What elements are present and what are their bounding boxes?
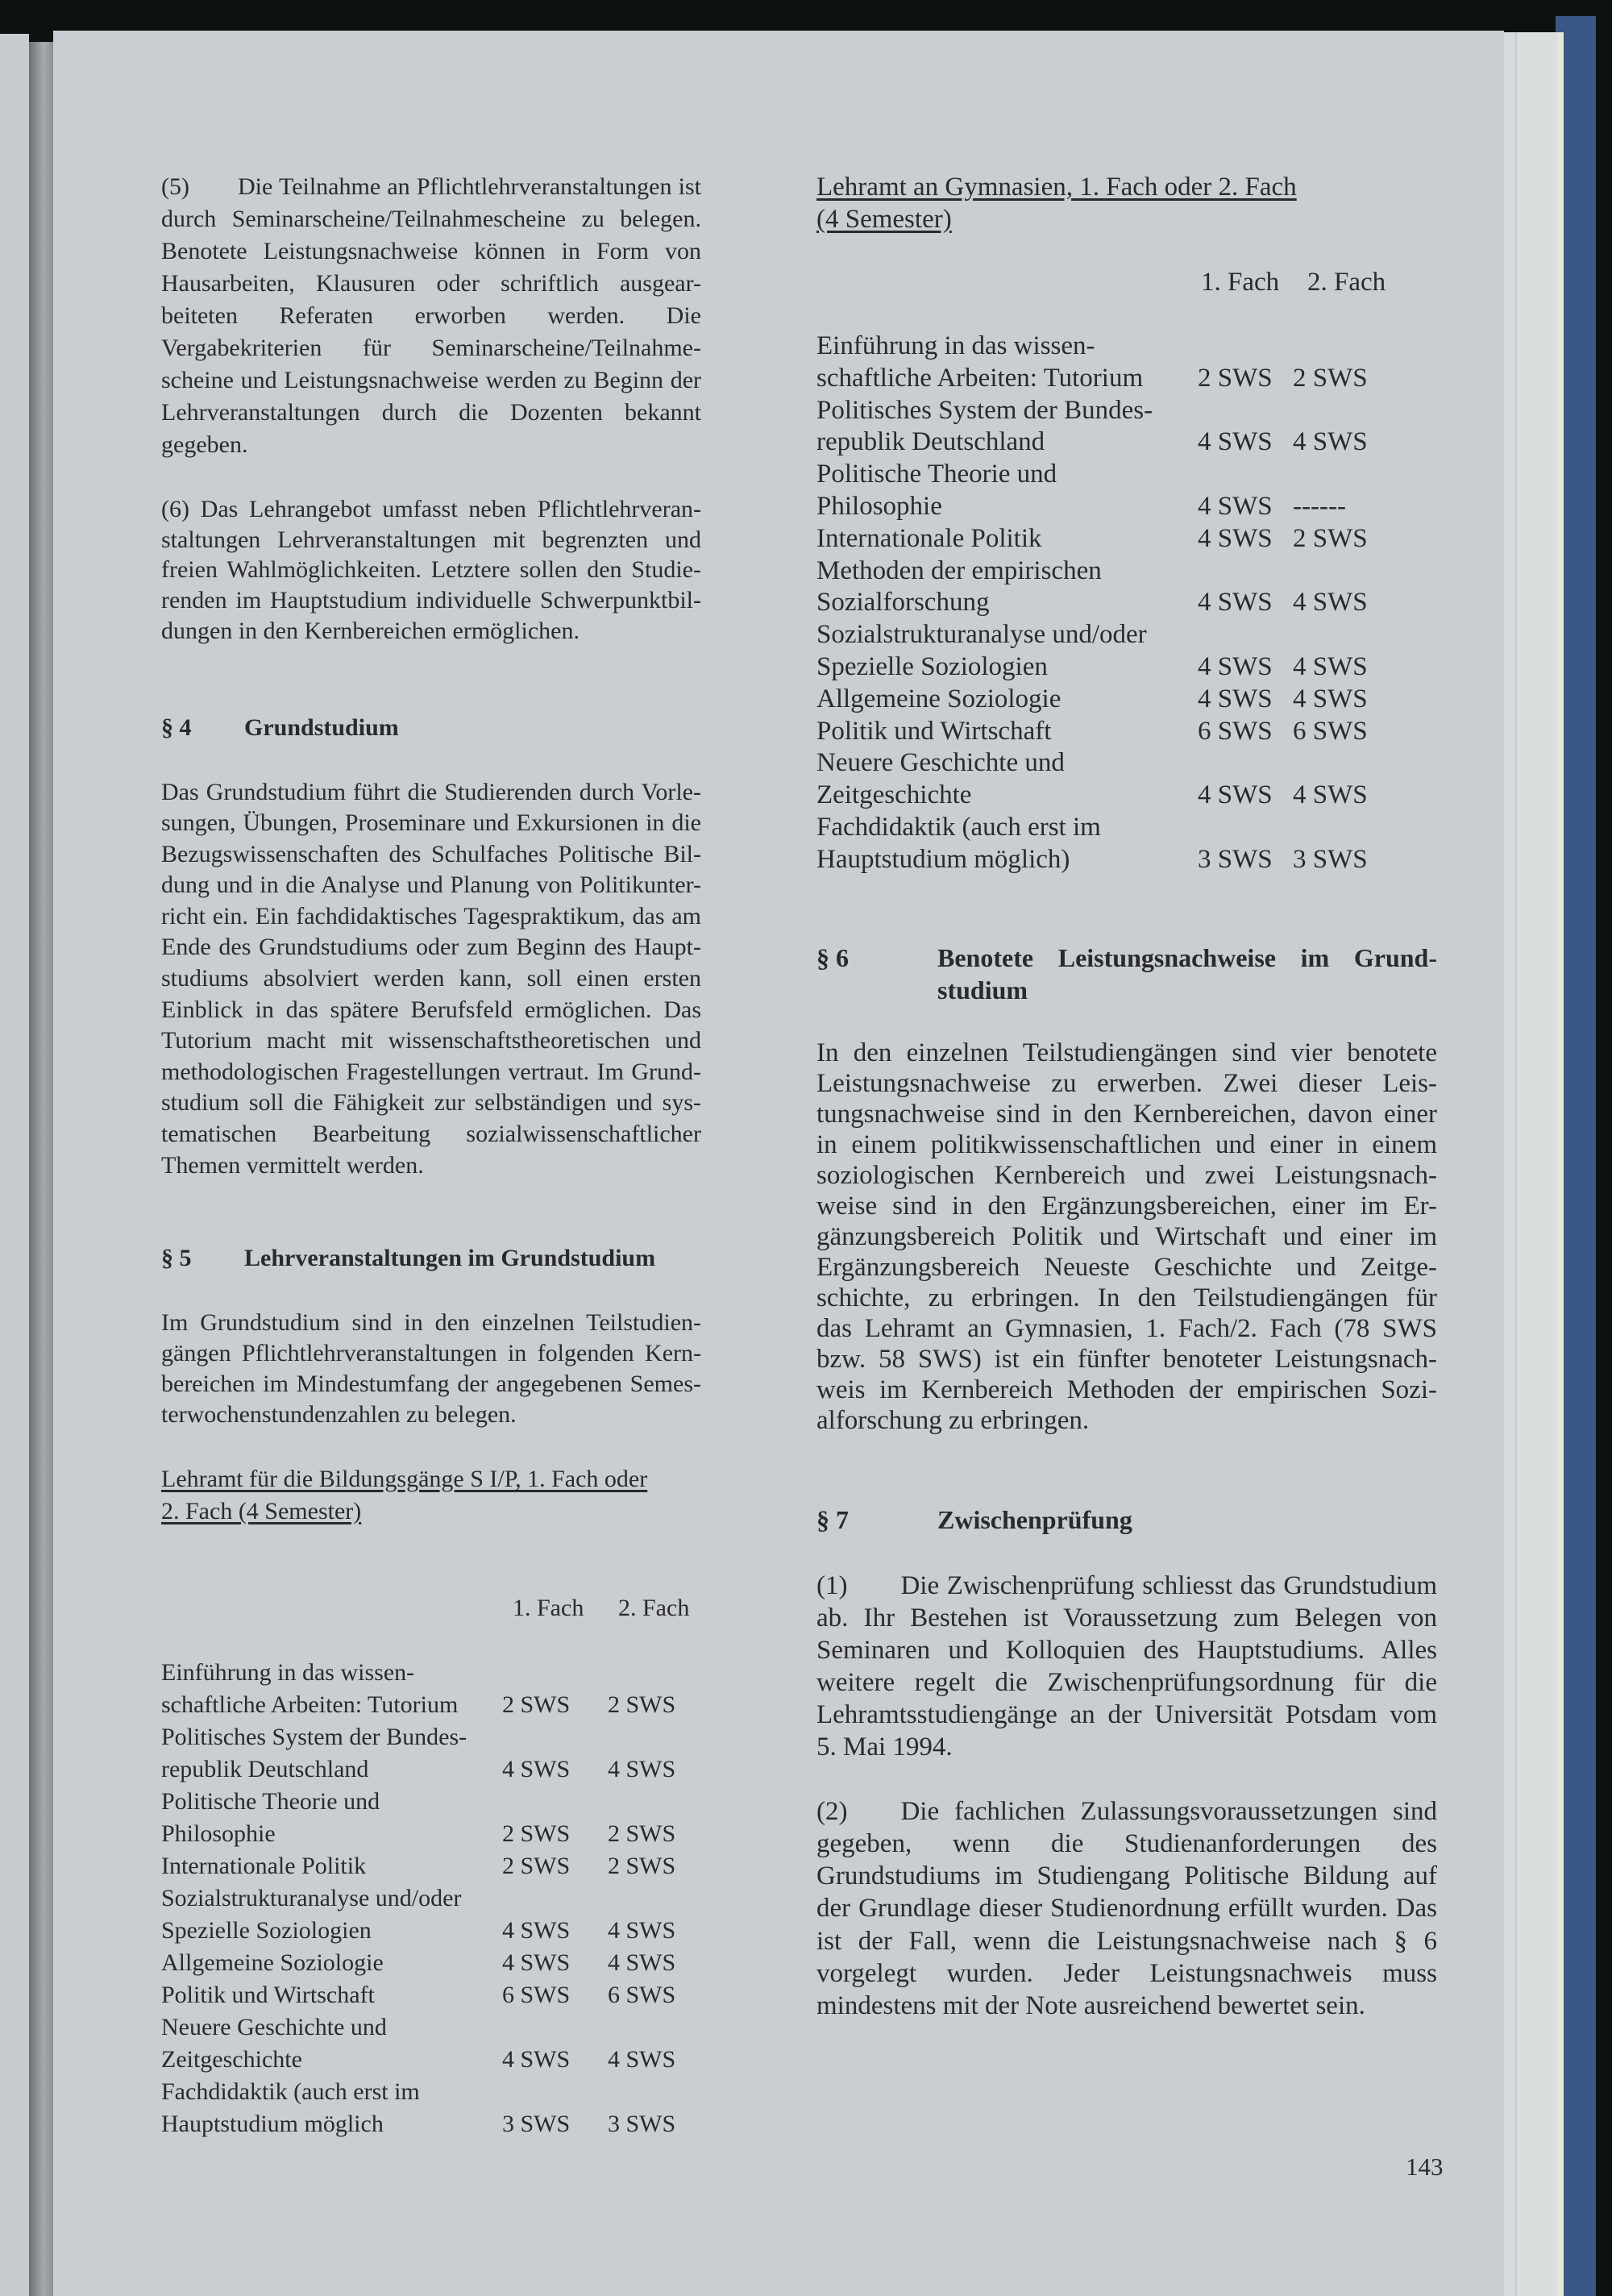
value-2-fach: 4 SWS xyxy=(608,1917,676,1945)
value-1-fach: 3 SWS xyxy=(1198,844,1273,874)
section-5-title: Lehrveranstaltungen im Grundstudium xyxy=(244,1245,656,1272)
text-line: Themen vermittelt werden. xyxy=(161,1151,424,1179)
table-row xyxy=(816,459,1437,523)
sws-table-sip xyxy=(161,1657,701,2140)
table-row xyxy=(161,2076,701,2140)
row-label-line: Hauptstudium möglich xyxy=(161,2111,384,2138)
section-6-number: § 6 xyxy=(816,942,849,972)
row-label-line: Hauptstudium möglich) xyxy=(816,844,1070,874)
row-label-line: Zeitgeschichte xyxy=(161,2046,302,2073)
text-line: Tutorium macht mit wissenschaftstheoretischen und xyxy=(161,1027,701,1054)
text-line: methodologischen Fragestellungen vertraut. Im Grund- xyxy=(161,1058,701,1085)
value-1-fach: 4 SWS xyxy=(502,1917,571,1945)
section-6-title xyxy=(937,942,1437,1006)
text-line: Grundstudiums im Studiengang Politische Bildung auf xyxy=(816,1861,1437,1891)
text-line: Vergabekriterien für Seminarscheine/Teilnahme- xyxy=(161,335,701,361)
row-label-line: Spezielle Soziologien xyxy=(161,1917,372,1945)
value-2-fach: ------ xyxy=(1293,491,1346,521)
text-line: mindestens mit der Note ausreichend bewertet sein. xyxy=(816,1991,1365,2021)
row-label-line: Philosophie xyxy=(161,1820,276,1848)
text-line: Lehramtsstudiengänge an der Universität Potsdam vom xyxy=(816,1699,1437,1729)
paragraph-6 xyxy=(161,494,701,647)
section-7-number: § 7 xyxy=(816,1504,849,1534)
row-label-line: Methoden der empirischen xyxy=(816,555,1102,585)
table-row xyxy=(816,395,1437,460)
value-1-fach: 4 SWS xyxy=(1198,427,1273,457)
value-2-fach: 6 SWS xyxy=(608,1982,676,2009)
row-label-line: Sozialstrukturanalyse und/oder xyxy=(816,620,1147,650)
text-line: der Grundlage dieser Studienordnung erfüllt wurden. Das xyxy=(816,1894,1437,1924)
row-label-line: Allgemeine Soziologie xyxy=(816,684,1062,713)
row-label xyxy=(816,619,1198,684)
value-1-fach: 4 SWS xyxy=(1198,684,1273,713)
text-line: Seminaren und Kolloquien des Hauptstudiums. Alles xyxy=(816,1635,1437,1665)
text-line: Im Grundstudium sind in den einzelnen Teilstudien- xyxy=(161,1309,701,1337)
row-label-line: republik Deutschland xyxy=(161,1756,369,1783)
row-label-line: Internationale Politik xyxy=(161,1853,367,1880)
text-line: Lehramt an Gymnasien, 1. Fach oder 2. Fach xyxy=(816,173,1297,202)
row-label-line: Politisches System der Bundes- xyxy=(816,395,1153,425)
text-line: ist der Fall, wenn die Leistungsnachweise nach § 6 xyxy=(816,1926,1437,1956)
row-label xyxy=(816,747,1198,812)
section-6-heading xyxy=(816,942,1437,1006)
table-row xyxy=(161,1721,701,1786)
row-label-line: Politisches System der Bundes- xyxy=(161,1724,467,1751)
row-label xyxy=(161,1850,502,1882)
text-line: terwochenstundenzahlen zu belegen. xyxy=(161,1401,517,1429)
value-2-fach: 4 SWS xyxy=(608,1756,676,1783)
value-2-fach: 4 SWS xyxy=(1293,651,1368,681)
text-line: soziologischen Kernbereich und zwei Leistungsnach- xyxy=(816,1160,1437,1190)
text-line: 2. Fach (4 Semester) xyxy=(161,1498,362,1525)
text-line: weise sind in den Ergänzungsbereichen, einer im Er- xyxy=(816,1191,1437,1221)
value-2-fach: 6 SWS xyxy=(1293,716,1368,746)
row-label xyxy=(816,684,1198,716)
value-2-fach: 2 SWS xyxy=(1293,523,1368,553)
text-line: weis im Kernbereich Methoden der empirischen Sozi- xyxy=(816,1375,1437,1404)
value-2-fach: 2 SWS xyxy=(608,1853,676,1880)
text-line: tematischen Bearbeitung sozialwissenschaftlicher xyxy=(161,1121,701,1148)
text-line: gängen Pflichtlehrveranstaltungen in folgenden Kern- xyxy=(161,1340,701,1367)
text-line: Bezugswissenschaften des Schulfaches Politische Bil- xyxy=(161,840,701,867)
value-2-fach: 2 SWS xyxy=(608,1691,676,1719)
text-line: Benotete Leistungsnachweise im Grund- xyxy=(937,942,1437,972)
table-row xyxy=(816,523,1437,555)
text-line: richt ein. Ein fachdidaktisches Tagespraktikum, das am xyxy=(161,902,701,930)
text-line: gänzungsbereich Politik und Wirtschaft und einer im xyxy=(816,1221,1437,1251)
row-label xyxy=(161,2076,502,2140)
row-label xyxy=(816,459,1198,523)
value-2-fach: 4 SWS xyxy=(1293,427,1368,457)
value-2-fach: 4 SWS xyxy=(1293,588,1368,618)
section-7-paragraph-2 xyxy=(816,1795,1437,2023)
column-header-1-fach: 1. Fach xyxy=(513,1595,584,1622)
row-label xyxy=(161,1882,502,1947)
text-line: sungen, Übungen, Proseminare und Exkursionen in die xyxy=(161,809,701,837)
column-header-1-fach: 1. Fach xyxy=(1201,268,1280,297)
section-5-number: § 5 xyxy=(161,1245,192,1272)
row-label-line: Politische Theorie und xyxy=(161,1788,380,1816)
row-label-line: Neuere Geschichte und xyxy=(161,2014,387,2041)
text-line: tungsnachweise sind in den Kernbereichen, davon einer xyxy=(816,1099,1437,1129)
section-5-text xyxy=(161,1308,701,1430)
text-line: schichte, zu erbringen. In den Teilstudiengängen für xyxy=(816,1283,1437,1312)
section-7-paragraph-1 xyxy=(816,1570,1437,1763)
table-row xyxy=(161,1850,701,1882)
text-line: Lehramt für die Bildungsgänge S I/P, 1. Fach oder xyxy=(161,1466,648,1493)
table-row xyxy=(161,1786,701,1850)
text-line: in einem politikwissenschaftlichen und einer in einem xyxy=(816,1129,1437,1159)
text-line: (5) Die Teilnahme an Pflichtlehrveranstaltungen ist xyxy=(161,173,701,200)
table-row xyxy=(161,1882,701,1947)
value-1-fach: 4 SWS xyxy=(502,1949,571,1977)
sws-table-gymnasien-header xyxy=(816,266,1437,298)
previous-page-edge xyxy=(0,34,29,2296)
row-label-line: Neuere Geschichte und xyxy=(816,748,1065,778)
text-line: vorgelegt wurden. Jeder Leistungsnachweis muss xyxy=(816,1959,1437,1989)
section-7-heading xyxy=(816,1504,1437,1536)
value-1-fach: 2 SWS xyxy=(1198,363,1273,393)
page-edges xyxy=(1499,32,1564,2296)
text-line: dungen in den Kernbereichen ermöglichen. xyxy=(161,617,580,644)
text-line: weitere regelt die Zwischenprüfungsordnung für die xyxy=(816,1667,1437,1697)
row-label-line: Internationale Politik xyxy=(816,523,1042,553)
text-line: freien Wahlmöglichkeiten. Letztere sollen den Studie- xyxy=(161,556,701,584)
section-7-title: Zwischenprüfung xyxy=(937,1504,1132,1534)
text-line: studium xyxy=(937,975,1028,1004)
row-label-line: Spezielle Soziologien xyxy=(816,651,1048,681)
value-1-fach: 2 SWS xyxy=(502,1820,571,1848)
text-line: Lehrveranstaltungen durch die Dozenten bekannt xyxy=(161,399,701,426)
row-label-line: republik Deutschland xyxy=(816,427,1045,457)
text-line: Ende des Grundstudiums oder zum Beginn des Haupt- xyxy=(161,934,701,961)
page-number: 143 xyxy=(1406,2152,1444,2181)
row-label-line: Zeitgeschichte xyxy=(816,780,972,810)
table-row xyxy=(161,2011,701,2076)
text-line: gegeben. xyxy=(161,431,248,458)
value-1-fach: 4 SWS xyxy=(1198,651,1273,681)
text-line: ab. Ihr Bestehen ist Voraussetzung zum Belegen von xyxy=(816,1603,1437,1633)
row-label xyxy=(816,523,1198,555)
row-label xyxy=(161,1947,502,1979)
section-4-number: § 4 xyxy=(161,713,192,741)
row-label xyxy=(161,2011,502,2076)
text-line: beiteten Referaten erworben werden. Die xyxy=(161,302,701,329)
text-line: Benotete Leistungsnachweise können in Form von xyxy=(161,238,701,264)
text-line: studium soll die Fähigkeit zur selbständigen und sys- xyxy=(161,1089,701,1117)
text-line: renden im Hauptstudium individuelle Schwerpunktbil- xyxy=(161,587,701,614)
value-1-fach: 2 SWS xyxy=(502,1853,571,1880)
text-line: 5. Mai 1994. xyxy=(816,1732,953,1762)
value-1-fach: 6 SWS xyxy=(1198,716,1273,746)
row-label-line: Philosophie xyxy=(816,491,942,521)
row-label-line: Einführung in das wissen- xyxy=(161,1659,415,1687)
row-label-line: Sozialforschung xyxy=(816,588,990,618)
sws-table-sip-header xyxy=(161,1592,701,1624)
row-label-line: Sozialstrukturanalyse und/oder xyxy=(161,1885,462,1912)
row-label xyxy=(816,555,1198,620)
row-label-line: Politik und Wirtschaft xyxy=(161,1982,375,2009)
text-line: (4 Semester) xyxy=(816,205,952,234)
text-line: scheine und Leistungsnachweise werden zu Beginn der xyxy=(161,367,701,393)
value-1-fach: 6 SWS xyxy=(502,1982,571,2009)
row-label-line: Fachdidaktik (auch erst im xyxy=(816,812,1101,842)
value-1-fach: 4 SWS xyxy=(1198,780,1273,810)
value-2-fach: 4 SWS xyxy=(1293,684,1368,713)
text-line: das Lehramt an Gymnasien, 1. Fach/2. Fach (78 SWS xyxy=(816,1313,1437,1343)
row-label xyxy=(161,1721,502,1786)
section-6-text xyxy=(816,1038,1437,1436)
right-column xyxy=(816,171,1437,2023)
column-header-2-fach: 2. Fach xyxy=(1307,268,1386,297)
text-line: staltungen Lehrveranstaltungen mit begrenzten und xyxy=(161,526,701,553)
value-2-fach: 4 SWS xyxy=(608,2046,676,2073)
left-column xyxy=(161,171,701,2140)
text-line: Das Grundstudium führt die Studierenden durch Vorle- xyxy=(161,778,701,805)
value-1-fach: 2 SWS xyxy=(502,1691,571,1719)
value-1-fach: 4 SWS xyxy=(502,1756,571,1783)
table-title-gymnasien xyxy=(816,171,1437,235)
section-4-title: Grundstudium xyxy=(244,713,399,741)
value-2-fach: 4 SWS xyxy=(608,1949,676,1977)
text-line: Leistungsnachweise zu erwerben. Zwei dieser Leis- xyxy=(816,1068,1437,1098)
text-line: studiums absolviert werden kann, soll einen ersten xyxy=(161,965,701,992)
text-line: (2) Die fachlichen Zulassungsvoraussetzungen sind xyxy=(816,1796,1437,1826)
table-row xyxy=(816,716,1437,748)
value-2-fach: 3 SWS xyxy=(608,2111,676,2138)
row-label xyxy=(816,331,1198,395)
book-gutter xyxy=(29,42,53,2296)
text-line: (1) Die Zwischenprüfung schliesst das Grundstudium xyxy=(816,1570,1437,1600)
value-1-fach: 4 SWS xyxy=(1198,491,1273,521)
row-label-line: schaftliche Arbeiten: Tutorium xyxy=(161,1691,459,1719)
text-line: alforschung zu erbringen. xyxy=(816,1405,1090,1435)
text-line: bereichen im Mindestumfang der angegebenen Semes- xyxy=(161,1371,701,1398)
value-1-fach: 4 SWS xyxy=(502,2046,571,2073)
text-line: dung und in die Analyse und Planung von Politikunter- xyxy=(161,871,701,899)
text-line: Ergänzungsbereich Neueste Geschichte und Zeitge- xyxy=(816,1252,1437,1282)
table-row xyxy=(161,1657,701,1721)
table-row xyxy=(816,555,1437,620)
row-label xyxy=(816,812,1198,876)
text-line: gegeben, wenn die Studienanforderungen des xyxy=(816,1828,1437,1858)
row-label xyxy=(161,1979,502,2011)
section-4-text xyxy=(161,777,701,1182)
table-row xyxy=(816,747,1437,812)
text-line: durch Seminarscheine/Teilnahmescheine zu belegen. xyxy=(161,206,701,232)
text-line: Einblick in das spätere Berufsfeld ermöglichen. Das xyxy=(161,996,701,1023)
text-line: bzw. 58 SWS) ist ein fünfter benoteter Leistungsnach- xyxy=(816,1344,1437,1374)
section-5-heading xyxy=(161,1242,701,1275)
table-row xyxy=(816,684,1437,716)
section-4-heading xyxy=(161,712,701,744)
row-label xyxy=(816,395,1198,460)
value-2-fach: 3 SWS xyxy=(1293,844,1368,874)
value-2-fach: 4 SWS xyxy=(1293,780,1368,810)
table-row xyxy=(161,1979,701,2011)
value-2-fach: 2 SWS xyxy=(1293,363,1368,393)
row-label xyxy=(816,716,1198,748)
text-line: (6) Das Lehrangebot umfasst neben Pflichtlehrveran- xyxy=(161,496,701,522)
table-row xyxy=(816,812,1437,876)
paragraph-5 xyxy=(161,171,701,461)
row-label-line: schaftliche Arbeiten: Tutorium xyxy=(816,363,1144,393)
value-1-fach: 4 SWS xyxy=(1198,523,1273,553)
row-label-line: Fachdidaktik (auch erst im xyxy=(161,2078,420,2106)
row-label-line: Allgemeine Soziologie xyxy=(161,1949,384,1977)
row-label xyxy=(161,1786,502,1850)
table-title-sip xyxy=(161,1463,701,1528)
row-label-line: Politische Theorie und xyxy=(816,460,1057,489)
text-line: Hausarbeiten, Klausuren oder schriftlich ausgear- xyxy=(161,270,701,297)
row-label xyxy=(161,1657,502,1721)
value-1-fach: 4 SWS xyxy=(1198,588,1273,618)
row-label-line: Einführung in das wissen- xyxy=(816,331,1095,360)
text-line: In den einzelnen Teilstudiengängen sind vier benotete xyxy=(816,1038,1437,1067)
row-label-line: Politik und Wirtschaft xyxy=(816,716,1052,746)
value-2-fach: 2 SWS xyxy=(608,1820,676,1848)
value-1-fach: 3 SWS xyxy=(502,2111,571,2138)
table-row xyxy=(816,331,1437,395)
table-row xyxy=(161,1947,701,1979)
sws-table-gymnasien xyxy=(816,331,1437,876)
column-header-2-fach: 2. Fach xyxy=(618,1595,690,1622)
table-row xyxy=(816,619,1437,684)
